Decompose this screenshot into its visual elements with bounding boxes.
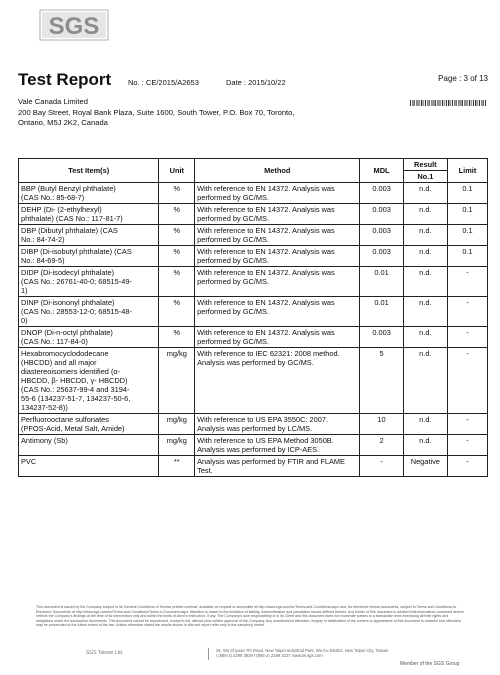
table-row [19, 225, 488, 246]
cell-unit: % [159, 246, 195, 267]
cell-limit: - [447, 414, 487, 435]
results-table [18, 158, 488, 477]
cell-mdl: 0.01 [360, 297, 403, 327]
col-header-mdl: MDL [360, 159, 403, 183]
cell-result: n.d. [403, 327, 447, 348]
client-address-block [18, 97, 295, 129]
cell-unit: % [159, 327, 195, 348]
report-date: Date : 2015/10/22 [226, 78, 286, 87]
cell-mdl: 5 [360, 348, 403, 414]
cell-mdl: 0.003 [360, 225, 403, 246]
col-header-method: Method [195, 159, 360, 183]
col-header-unit: Unit [159, 159, 195, 183]
cell-method: With reference to EN 14372. Analysis was performed by GC/MS. [195, 327, 360, 348]
page-indicator: Page : 3 of 13 [438, 74, 488, 83]
client-name: Vale Canada Limited [18, 97, 88, 106]
client-address-line1: 200 Bay Street, Royal Bank Plaza, Suite 1600, South Tower, P.O. Box 70, Toronto, [18, 107, 295, 117]
col-header-limit: Limit [447, 159, 487, 183]
cell-mdl: 0.003 [360, 246, 403, 267]
table-row [19, 183, 488, 204]
cell-test-item: DIBP (Di-isobutyl phthalate) (CAS No.: 84-69-5) [19, 246, 159, 267]
table-row [19, 456, 488, 477]
col-header-result: Result [403, 159, 447, 171]
cell-limit: 0.1 [447, 225, 487, 246]
title-row [18, 70, 488, 92]
cell-result: n.d. [403, 297, 447, 327]
cell-test-item: Antimony (Sb) [19, 435, 159, 456]
cell-result: Negative [403, 456, 447, 477]
cell-mdl: 10 [360, 414, 403, 435]
cell-unit: mg/kg [159, 435, 195, 456]
cell-mdl: 2 [360, 435, 403, 456]
cell-limit: - [447, 456, 487, 477]
legal-disclaimer: This document is issued by the Company subject to its General Conditions of Service printed overleaf, available on request or accessible at http://www.sgs.com/en/Terms-and-Conditions.aspx and, for electronic format documents, subject to Terms and Conditions for Electronic Documents at http://www.sgs.com/en/Terms-and-Conditions/Terms-e-Document.aspx. Attention is drawn to the limitation of liability, indemnification and jurisdiction issues defined therein. Any holder of this document is advised that information contained hereon reflects the Company's findings at the time of its intervention only and within the limits of client's instruction, if any. The Company's sole responsibility is to its Client and this document does not exonerate parties to a transaction from exercising all their rights and obligations under the transaction documents. This document cannot be reproduced, except in full, without prior written approval of the Company. Any unauthorized alteration, forgery or falsification of the content or appearance of this document is unlawful and offenders may be prosecuted to the fullest extent of the law. Unless otherwise stated the results shown in this test report refer only to the sample(s) tested. [36, 605, 465, 628]
cell-limit: 0.1 [447, 183, 487, 204]
cell-limit: - [447, 267, 487, 297]
table-row [19, 246, 488, 267]
barcode [410, 100, 486, 106]
results-table-body [19, 183, 488, 477]
table-row [19, 267, 488, 297]
cell-test-item: BBP (Butyl Benzyl phthalate) (CAS No.: 85-68-7) [19, 183, 159, 204]
cell-limit: - [447, 435, 487, 456]
client-address-line2: Ontario, M5J 2K2, Canada [18, 118, 108, 127]
cell-method: With reference to EN 14372. Analysis was performed by GC/MS. [195, 297, 360, 327]
footer-address-block [216, 648, 388, 658]
cell-method: With reference to US EPA 3550C: 2007. Analysis was performed by LC/MS. [195, 414, 360, 435]
cell-result: n.d. [403, 246, 447, 267]
cell-test-item: DNOP (Di-n-octyl phthalate) (CAS No.: 117-84-0) [19, 327, 159, 348]
cell-result: n.d. [403, 267, 447, 297]
cell-result: n.d. [403, 225, 447, 246]
cell-method: With reference to US EPA Method 3050B. Analysis was performed by ICP-AES. [195, 435, 360, 456]
cell-test-item: DIDP (Di-isodecyl phthalate) (CAS No.: 26761-40-0; 68515-49- 1) [19, 267, 159, 297]
cell-test-item: PVC [19, 456, 159, 477]
cell-limit: - [447, 297, 487, 327]
cell-unit: mg/kg [159, 348, 195, 414]
cell-test-item: DEHP (Di- (2-ethylhexyl) phthalate) (CAS No.: 117-81-7) [19, 204, 159, 225]
col-header-test-item: Test Item(s) [19, 159, 159, 183]
footer-divider [208, 648, 209, 660]
cell-limit: 0.1 [447, 246, 487, 267]
cell-method: With reference to EN 14372. Analysis was performed by GC/MS. [195, 225, 360, 246]
report-title: Test Report [18, 70, 112, 89]
cell-result: n.d. [403, 183, 447, 204]
cell-method: Analysis was performed by FTIR and FLAME Test. [195, 456, 360, 477]
cell-limit: 0.1 [447, 204, 487, 225]
cell-unit: % [159, 267, 195, 297]
cell-mdl: 0.01 [360, 267, 403, 297]
cell-method: With reference to EN 14372. Analysis was performed by GC/MS. [195, 183, 360, 204]
col-header-result-no1: No.1 [403, 171, 447, 183]
table-row [19, 348, 488, 414]
cell-method: With reference to EN 14372. Analysis was performed by GC/MS. [195, 246, 360, 267]
cell-mdl: 0.003 [360, 204, 403, 225]
cell-mdl: 0.003 [360, 327, 403, 348]
cell-method: With reference to EN 14372. Analysis was performed by GC/MS. [195, 267, 360, 297]
cell-mdl: - [360, 456, 403, 477]
cell-method: With reference to EN 14372. Analysis was performed by GC/MS. [195, 204, 360, 225]
logo-text: SGS [48, 13, 100, 40]
table-row [19, 414, 488, 435]
table-row [19, 297, 488, 327]
cell-unit: % [159, 225, 195, 246]
table-row [19, 435, 488, 456]
member-of-sgs-group: Member of the SGS Group [400, 661, 460, 667]
sgs-logo [38, 6, 110, 44]
cell-unit: ** [159, 456, 195, 477]
cell-limit: - [447, 348, 487, 414]
cell-limit: - [447, 327, 487, 348]
footer-company: SGS Taiwan Ltd. [86, 650, 124, 656]
cell-method: With reference to IEC 62321: 2008 method. Analysis was performed by GC/MS. [195, 348, 360, 414]
cell-result: n.d. [403, 435, 447, 456]
cell-test-item: DINP (Di-isononyl phthalate) (CAS No.: 28553-12-0; 68515-48- 0) [19, 297, 159, 327]
table-row [19, 327, 488, 348]
cell-result: n.d. [403, 348, 447, 414]
footer-phone: t (886-2) 2299 3939 f (886-2) 2299 3237 www.tw.sgs.com [216, 653, 323, 658]
report-number: No. : CE/2015/A2653 [128, 78, 199, 87]
table-row [19, 204, 488, 225]
cell-test-item: Perfluorooctane sulfonates (PFOS-Acid, Metal Salt, Amide) [19, 414, 159, 435]
footer-address: 25, Wu Chyuan 7th Road, New Taipei Industrial Park, Wu Ku District, New Taipei City, Taiwan [216, 648, 389, 653]
cell-result: n.d. [403, 414, 447, 435]
cell-unit: % [159, 204, 195, 225]
cell-mdl: 0.003 [360, 183, 403, 204]
cell-unit: % [159, 183, 195, 204]
cell-unit: % [159, 297, 195, 327]
cell-unit: mg/kg [159, 414, 195, 435]
cell-test-item: Hexabromocyclododecane (HBCDD) and all major diastereoisomers identified (α- HBCDD, β- HBCDD, γ- HBCDD) (CAS No.: 25637-99-4 and 3194- 55-6 (134237-51-7, 134237-50-6, 134237-52-8)) [19, 348, 159, 414]
cell-result: n.d. [403, 204, 447, 225]
cell-test-item: DBP (Dibutyl phthalate) (CAS No.: 84-74-2) [19, 225, 159, 246]
footer-bar [36, 648, 476, 662]
